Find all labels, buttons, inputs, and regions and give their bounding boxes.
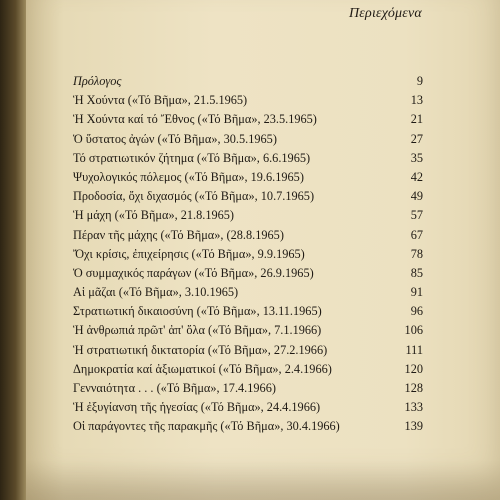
toc-entry [73, 110, 423, 129]
toc-entry-page-number: 21 [410, 112, 423, 127]
toc-entry-title: Ὁ συμμαχικός παράγων («Τό Βῆμα», 26.9.1965) [73, 265, 314, 280]
toc-entry-title: Προδοσία, ὄχι διχασμός («Τό Βῆμα», 10.7.1965) [73, 189, 315, 204]
toc-entry-page-number: 111 [405, 342, 423, 357]
toc-entry [73, 302, 423, 321]
toc-entry [73, 417, 423, 436]
toc-entry-page-number: 85 [410, 265, 423, 280]
toc-entry [73, 206, 423, 225]
toc-entry-page-number: 106 [404, 323, 423, 338]
toc-entry [73, 360, 423, 379]
page-heading: Περιεχόμενα [349, 6, 422, 21]
toc-entry [73, 245, 423, 264]
toc-entry-page-number: 133 [404, 400, 423, 415]
toc-entry-page-number: 42 [410, 169, 423, 184]
toc-entry-title: Ἡ μάχη («Τό Βῆμα», 21.8.1965) [73, 208, 235, 223]
toc-entry [73, 398, 423, 417]
toc-entry [73, 91, 423, 110]
toc-entry-title: Ψυχολογικός πόλεμος («Τό Βῆμα», 19.6.1965) [73, 169, 304, 184]
toc-entry-page-number: 9 [416, 74, 423, 88]
toc-entry-page-number: 27 [410, 131, 423, 146]
toc-entry-page-number: 13 [410, 93, 423, 108]
toc-entry-title: Ἡ Χούντα («Τό Βῆμα», 21.5.1965) [73, 93, 248, 108]
toc-entry [73, 264, 423, 283]
toc-entry-title: Τό στρατιωτικόν ζήτημα («Τό Βῆμα», 6.6.1965) [73, 150, 311, 165]
toc-entry-page-number: 139 [404, 419, 423, 434]
toc-entry [73, 321, 423, 340]
toc-entry-page-number: 128 [404, 381, 423, 395]
toc-entry-page-number: 96 [410, 304, 423, 319]
toc-entry [73, 130, 423, 149]
toc-entry [73, 379, 423, 398]
toc-entry-title: Πέραν τῆς μάχης («Τό Βῆμα», (28.8.1965) [73, 227, 284, 242]
toc-entry [73, 149, 423, 168]
toc-entry-title: Οἱ παράγοντες τῆς παρακμῆς («Τό Βῆμα», 30.4.1966) [73, 419, 340, 434]
toc-entry-page-number: 49 [410, 189, 423, 204]
toc-entry-page-number: 78 [410, 246, 423, 261]
toc-entry-title: Γενναιότητα . . . («Τό Βῆμα», 17.4.1966) [73, 381, 276, 395]
toc-entry-title: Ὄχι κρίσις, ἐπιχείρησις («Τό Βῆμα», 9.9.1965) [73, 246, 305, 261]
toc-entry-page-number: 120 [404, 361, 423, 376]
toc-entry [73, 168, 423, 187]
table-of-contents [73, 72, 423, 437]
toc-entry [73, 72, 423, 91]
toc-entry-title: Ἡ στρατιωτική δικτατορία («Τό Βῆμα», 27.2.1966) [73, 342, 328, 357]
toc-entry-title: Ἡ Χούντα καί τό Ἔθνος («Τό Βῆμα», 23.5.1965) [73, 112, 317, 127]
book-spine-shadow [0, 0, 26, 500]
toc-entry [73, 283, 423, 302]
toc-entry [73, 341, 423, 360]
toc-entry-title: Στρατιωτική δικαιοσύνη («Τό Βῆμα», 13.11.1965) [73, 304, 322, 319]
toc-entry-page-number: 67 [410, 227, 423, 242]
toc-entry-page-number: 35 [410, 150, 423, 165]
toc-entry-title: Ὁ ὕστατος ἀγών («Τό Βῆμα», 30.5.1965) [73, 131, 277, 146]
toc-entry-title: Ἡ ἀνθρωπιά πρῶτ' ἀπ' ὅλα («Τό Βῆμα», 7.1.1966) [73, 323, 322, 338]
toc-entry [73, 226, 423, 245]
toc-entry-title: Πρόλογος [73, 74, 122, 88]
toc-entry-title: Αἱ μᾶζαι («Τό Βῆμα», 3.10.1965) [73, 285, 239, 300]
toc-entry-title: Ἡ ἐξυγίανση τῆς ἡγεσίας («Τό Βῆμα», 24.4.1966) [73, 400, 321, 415]
toc-entry-page-number: 91 [410, 285, 423, 300]
toc-entry-page-number: 57 [410, 208, 423, 223]
toc-entry-title: Δημοκρατία καί ἀξιωματικοί («Τό Βῆμα», 2.4.1966) [73, 361, 332, 376]
toc-entry [73, 187, 423, 206]
